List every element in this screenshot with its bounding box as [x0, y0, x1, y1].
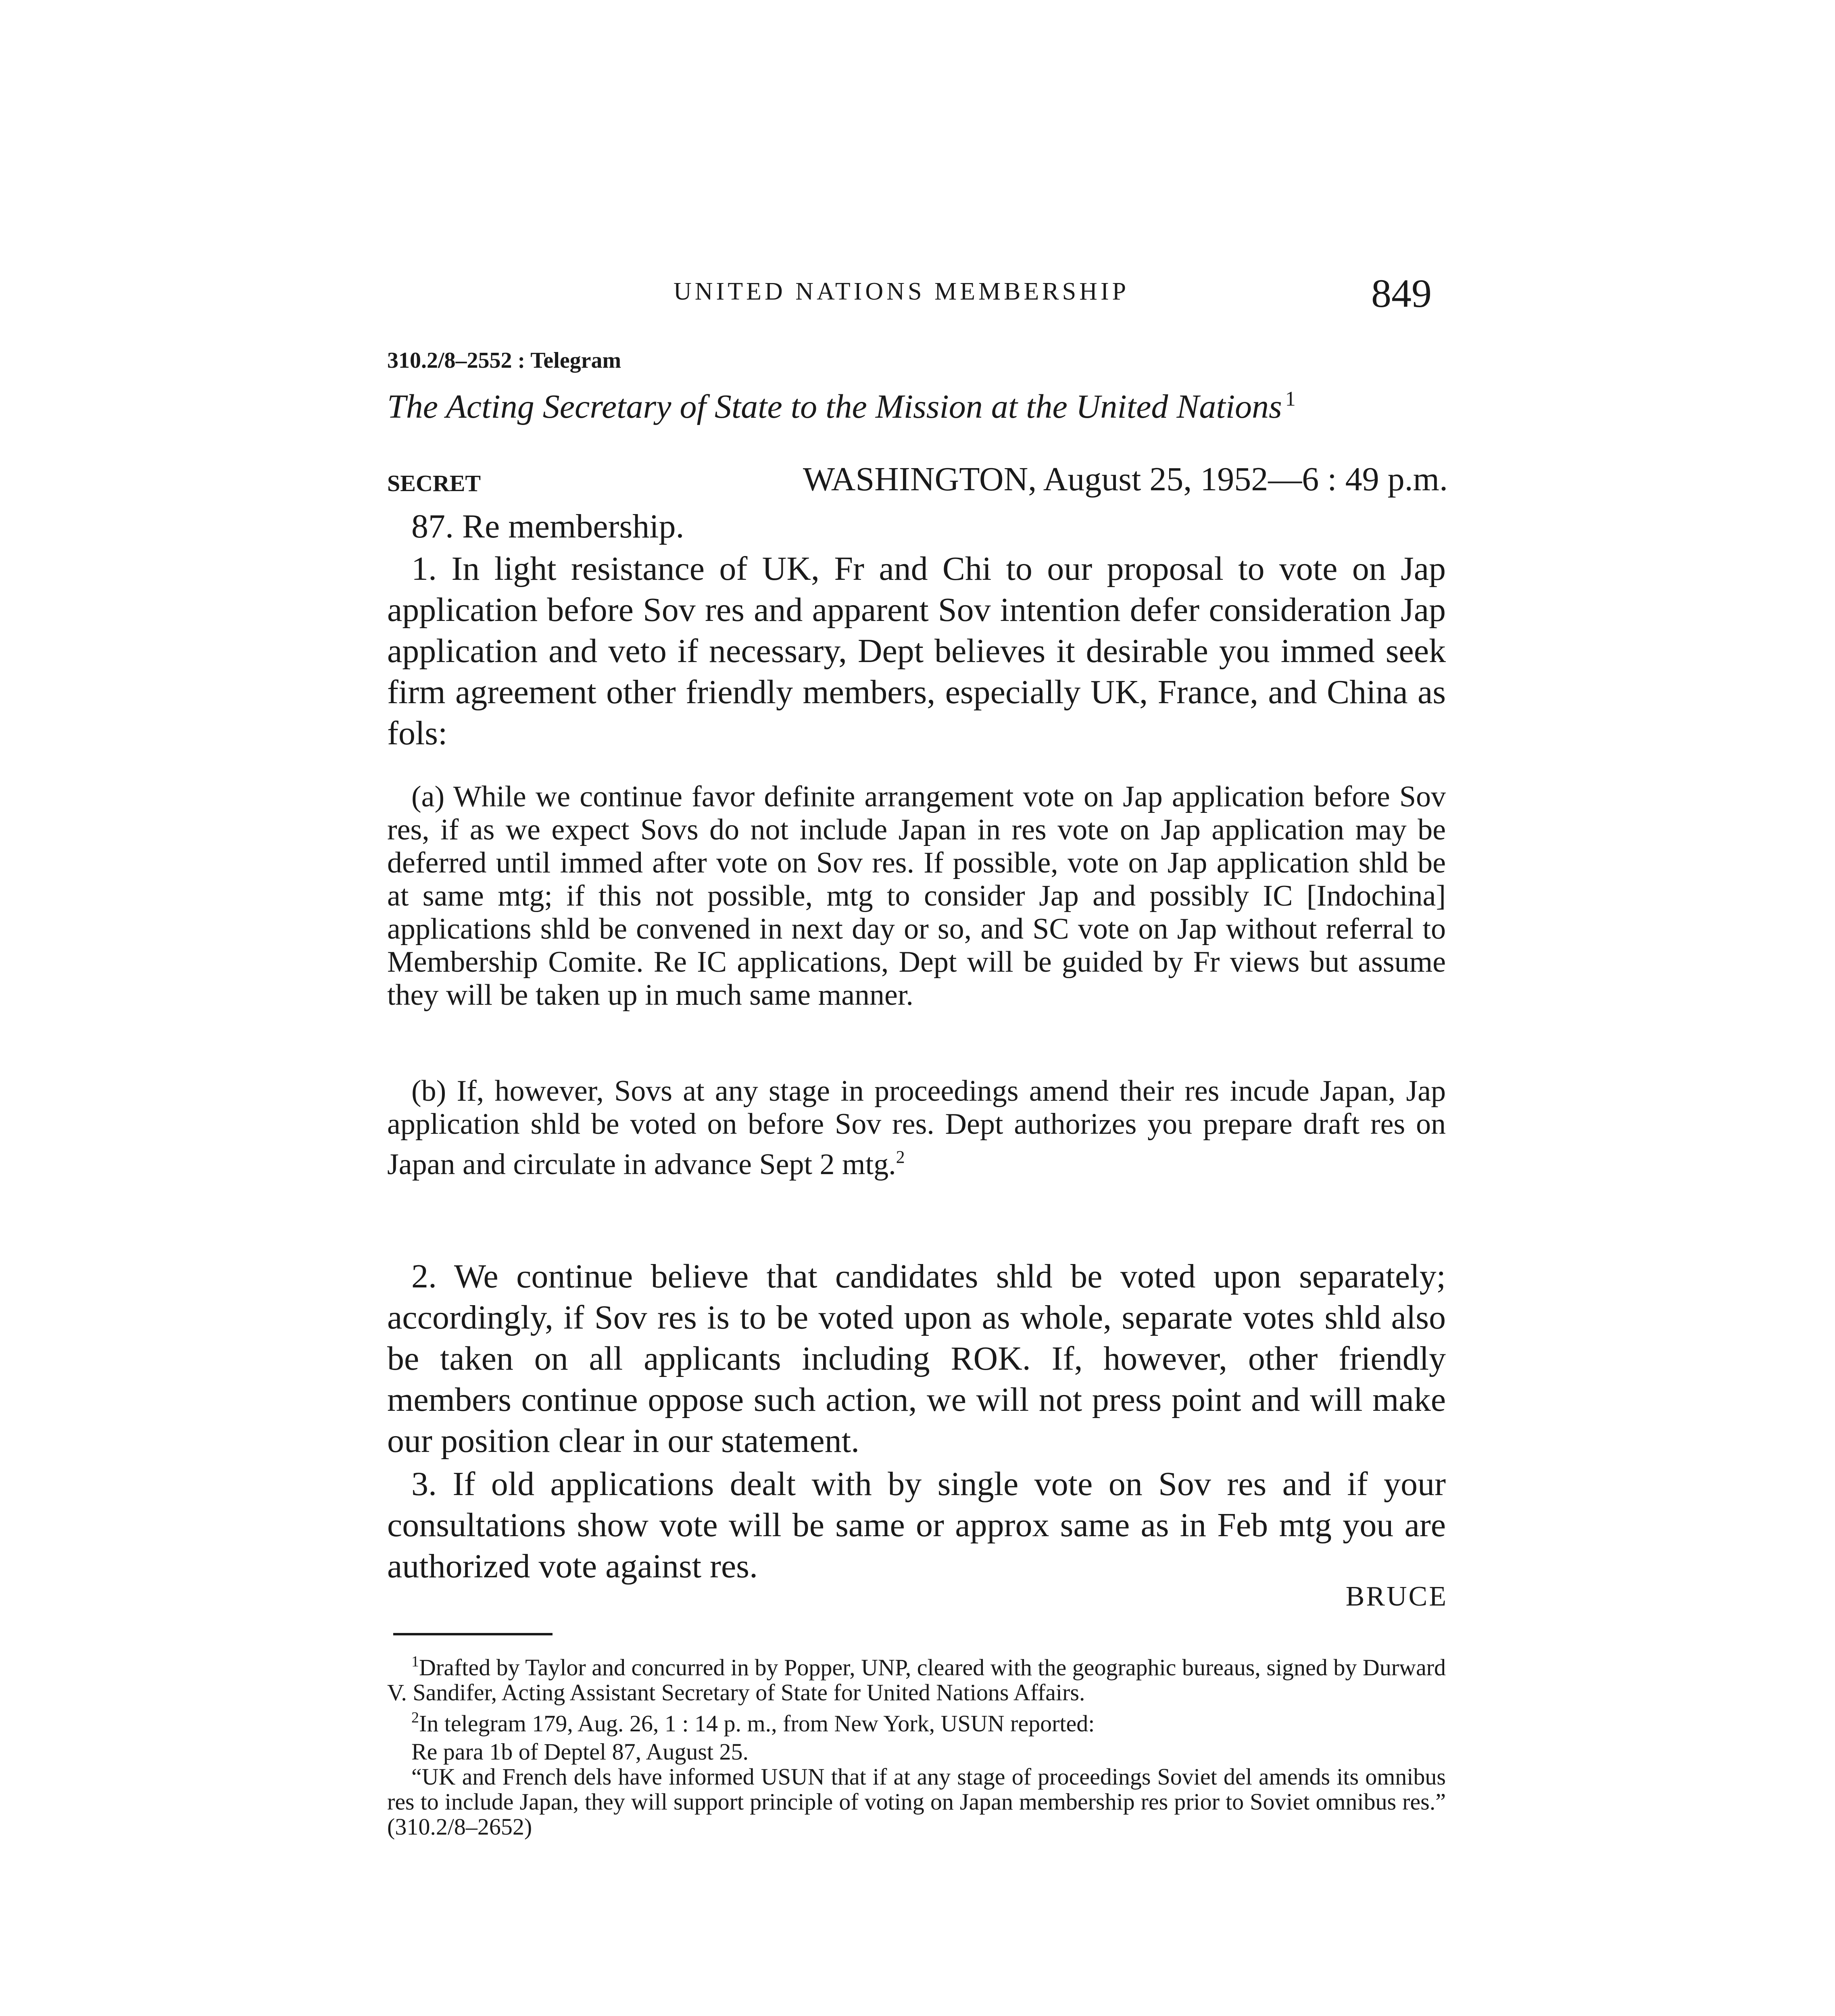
- footnote-1-mark: 1: [411, 1653, 419, 1670]
- footnotes: [387, 1649, 1446, 1839]
- document-title: [387, 387, 1296, 426]
- subparagraph-a: (a) While we continue favor definite arrangement vote on Jap application before Sov res, if as we expect Sovs do not include Japan in res vote on Jap application may be deferred until immed after vote on Sov res. If possible, vote on Jap application shld be at same mtg; if this not possible, mtg to consider Jap and possibly IC [Indochina] applications shld be convened in next day or so, and SC vote on Jap without referral to Membership Comite. Re IC applications, Dept will be guided by Fr views but assume they will be taken up in much same manner.: [387, 780, 1446, 1012]
- footnote-marker-1: 1: [1285, 387, 1296, 410]
- footnote-2-text: In telegram 179, Aug. 26, 1 : 14 p. m., from New York, USUN reported:: [419, 1710, 1095, 1737]
- footnote-2-quote: “UK and French dels have informed USUN that if at any stage of proceedings Soviet del amends its omnibus res to include Japan, they will support principle of voting on Japan membership res prior to Soviet omnibus res.” (310.2/8–2652): [387, 1764, 1446, 1840]
- subparagraph-b-text: (b) If, however, Sovs at any stage in proceedings amend their res incude Japan, Jap application shld be voted on before Sov res. Dept authorizes you prepare draft res on Japan and circulate in advance Sept 2 mtg.: [387, 1075, 1446, 1181]
- footnote-1: [387, 1649, 1446, 1705]
- paragraph-1: 1. In light resistance of UK, Fr and Chi to our proposal to vote on Jap application before Sov res and apparent Sov intention defer consideration Jap application and veto if necessary, Dept believes it desirable you immed seek firm agreement other friendly members, especially UK, France, and China as fols:: [387, 550, 1446, 752]
- subparagraph-b: [387, 1075, 1446, 1181]
- running-header: UNITED NATIONS MEMBERSHIP: [674, 278, 1130, 305]
- document-title-text: The Acting Secretary of State to the Mission at the United Nations: [387, 388, 1282, 425]
- footnote-1-text: Drafted by Taylor and concurred in by Popper, UNP, cleared with the geographic bureaus, signed by Durward V. Sandifer, Acting Assistant Secretary of State for United Nations Affairs.: [387, 1654, 1446, 1706]
- classification-label: SECRET: [387, 470, 481, 496]
- footnote-marker-2: 2: [896, 1147, 905, 1167]
- dateline: WASHINGTON, August 25, 1952—6 : 49 p.m.: [803, 460, 1448, 498]
- telegram-heading: 87. Re membership.: [411, 508, 684, 545]
- paragraph-2: 2. We continue believe that candidates shld be voted upon separately; accordingly, if Sov res is to be voted upon as whole, separate votes shld also be taken on all applicants including ROK. If, however, other friendly members continue oppose such action, we will not press point and will make our position clear in our statement.: [387, 1258, 1446, 1460]
- footnote-divider: [393, 1633, 553, 1635]
- signature: BRUCE: [1345, 1581, 1448, 1612]
- page-number: 849: [1371, 271, 1432, 316]
- footnote-2-line2: Re para 1b of Deptel 87, August 25.: [411, 1739, 749, 1765]
- paragraph-3: 3. If old applications dealt with by single vote on Sov res and if your consultations show vote will be same or approx same as in Feb mtg you are authorized vote against res.: [387, 1465, 1446, 1585]
- file-reference: 310.2/8–2552 : Telegram: [387, 348, 621, 373]
- footnote-2-mark: 2: [411, 1709, 419, 1726]
- footnote-2: [387, 1705, 1446, 1736]
